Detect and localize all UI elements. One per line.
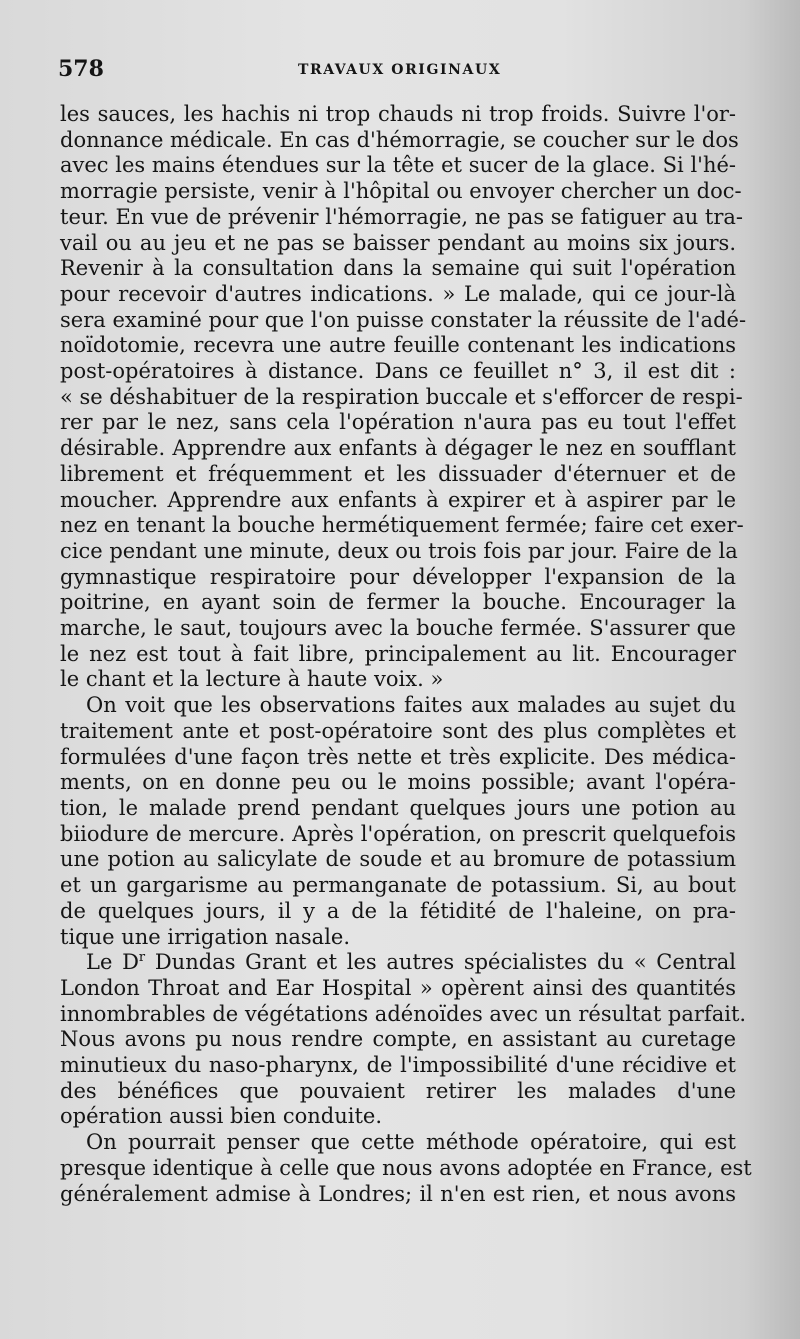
text-line: opération aussi bien conduite.	[60, 1104, 383, 1129]
superscript: r	[138, 950, 146, 966]
text-line: librement et fréquemment et les dissuader d'éternuer et de	[60, 461, 736, 486]
text-line: poitrine, en ayant soin de fermer la bouche. Encourager la	[60, 590, 736, 615]
text-line: les sauces, les hachis ni trop chauds ni trop froids. Suivre l'or-	[60, 102, 736, 126]
text-line: pour recevoir d'autres indications. » Le malade, qui ce jour-là	[60, 281, 736, 306]
text-line: ments, on en donne peu ou le moins possible; avant l'opéra-	[60, 770, 736, 795]
text-line: avec les mains étendues sur la tête et sucer de la glace. Si l'hé-	[60, 153, 736, 178]
text-fragment: Le D	[86, 950, 139, 975]
text-line: tique une irrigation nasale.	[60, 924, 351, 949]
body-text	[60, 102, 752, 1207]
text-fragment: Dundas Grant et les autres spécialistes du « Central	[145, 950, 736, 975]
text-line: Revenir à la consultation dans la semaine qui suit l'opération	[60, 256, 736, 281]
text-line: sera examiné pour que l'on puisse constater la réussite de l'adé-	[60, 307, 747, 332]
text-line: nez en tenant la bouche hermétiquement fermée; faire cet exer-	[60, 513, 744, 538]
text-line: Nous avons pu nous rendre compte, en assistant au curetage	[60, 1027, 736, 1052]
text-line: généralement admise à Londres; il n'en est rien, et nous avons	[60, 1181, 736, 1206]
text-line: vail ou au jeu et ne pas se baisser pendant au moins six jours.	[60, 230, 736, 255]
text-line: une potion au salicylate de soude et au bromure de potassium	[60, 847, 736, 872]
text-line	[60, 950, 736, 976]
page-header	[58, 56, 738, 86]
text-line: cice pendant une minute, deux ou trois fois par jour. Faire de la	[60, 538, 738, 563]
text-line: moucher. Apprendre aux enfants à expirer et à aspirer par le	[60, 487, 736, 512]
text-line: formulées d'une façon très nette et très explicite. Des médica-	[60, 744, 736, 769]
text-line: morragie persiste, venir à l'hôpital ou envoyer chercher un doc-	[60, 179, 742, 204]
text-line: On pourrait penser que cette méthode opératoire, qui est	[86, 1130, 736, 1155]
text-line: presque identique à celle que nous avons adoptée en France, est	[60, 1155, 752, 1180]
text-line: et un gargarisme au permanganate de potassium. Si, au bout	[60, 873, 736, 898]
text-line: le chant et la lecture à haute voix. »	[60, 667, 444, 692]
text-line: le nez est tout à fait libre, principalement au lit. Encourager	[60, 641, 736, 666]
running-title: TRAVAUX ORIGINAUX	[298, 62, 502, 78]
text-line: minutieux du naso-pharynx, de l'impossibilité d'une récidive et	[60, 1053, 736, 1078]
text-line: donnance médicale. En cas d'hémorragie, se coucher sur le dos	[60, 127, 739, 152]
text-line: marche, le saut, toujours avec la bouche fermée. S'assurer que	[60, 616, 736, 641]
text-line: des bénéfices que pouvaient retirer les malades d'une	[60, 1078, 736, 1103]
text-line: innombrables de végétations adénoïdes avec un résultat parfait.	[60, 1001, 747, 1026]
text-line: tion, le malade prend pendant quelques jours une potion au	[60, 795, 736, 820]
text-line: rer par le nez, sans cela l'opération n'aura pas eu tout l'effet	[60, 410, 736, 435]
text-line: London Throat and Ear Hospital » opèrent ainsi des quantités	[60, 975, 736, 1000]
text-line: gymnastique respiratoire pour développer l'expansion de la	[60, 564, 736, 589]
text-line: « se déshabituer de la respiration buccale et s'efforcer de respi-	[60, 384, 743, 409]
text-line: traitement ante et post-opératoire sont des plus complètes et	[60, 718, 736, 743]
text-line: de quelques jours, il y a de la fétidité de l'haleine, on pra-	[60, 898, 736, 923]
page-number: 578	[58, 56, 104, 82]
text-line: biiodure de mercure. Après l'opération, on prescrit quelquefois	[60, 821, 736, 846]
text-line: désirable. Apprendre aux enfants à dégager le nez en soufflant	[60, 436, 736, 461]
text-line: On voit que les observations faites aux malades au sujet du	[86, 693, 736, 718]
text-line: teur. En vue de prévenir l'hémorragie, ne pas se fatiguer au tra-	[60, 204, 744, 229]
text-line: noïdotomie, recevra une autre feuille contenant les indications	[60, 333, 736, 358]
text-line: post-opératoires à distance. Dans ce feuillet n° 3, il est dit :	[60, 359, 736, 384]
